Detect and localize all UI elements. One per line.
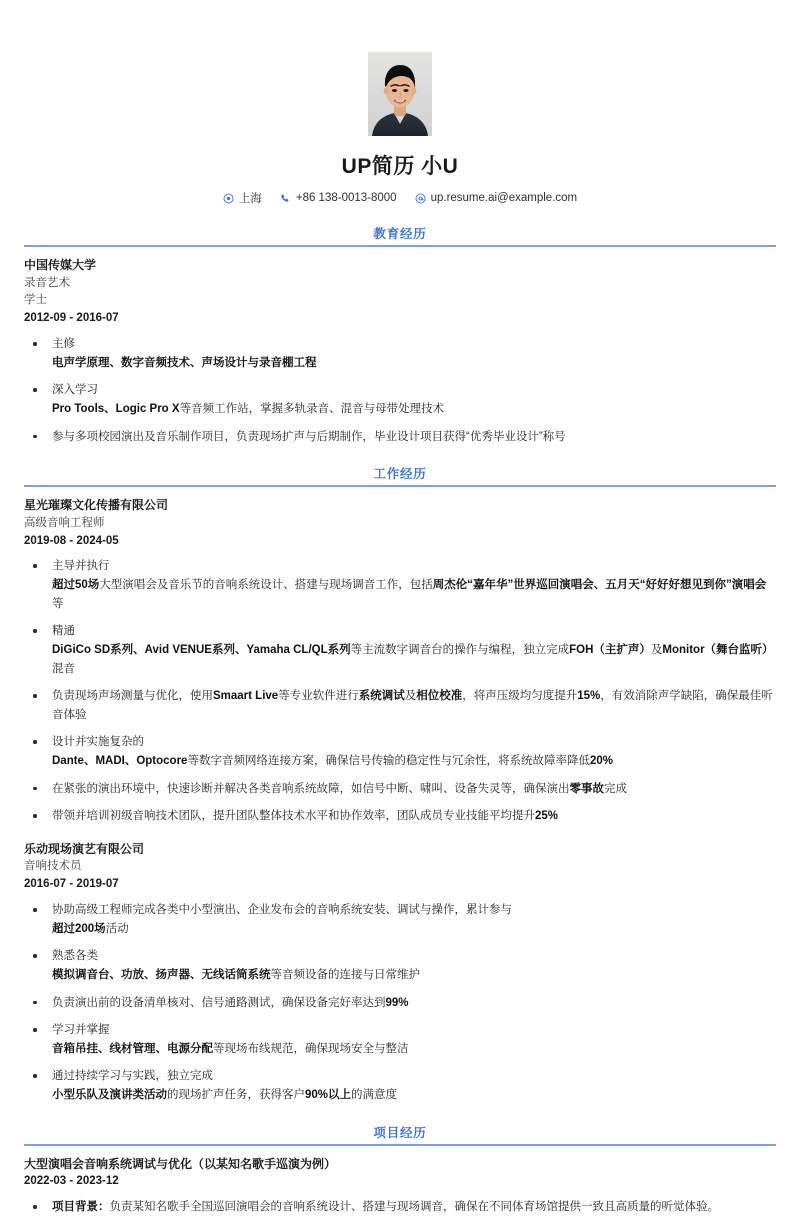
contact-phone-text: +86 138-0013-8000 [295, 192, 397, 204]
entry-organization: 乐动现场演艺有限公司 [24, 841, 145, 856]
bullet-list [24, 335, 776, 446]
section [24, 224, 776, 446]
section [24, 464, 776, 1105]
resume-header [24, 0, 776, 206]
entry-organization: 中国传媒大学 [24, 258, 97, 272]
contact-list [24, 190, 776, 206]
entry-role: 音响技术员 [24, 860, 82, 873]
location-pin-icon [223, 193, 234, 204]
bullet-item: 带领并培训初级音响技术团队，提升团队整体技术水平和协作效率，团队成员专业技能平均提升25% [24, 807, 776, 826]
bullet-item: 负责现场声场测量与优化，使用Smaart Live等专业软件进行系统调试及相位校准，将声压级均匀度提升15%，有效消除声学缺陷，确保最佳听音体验 [24, 687, 776, 724]
bullet-item: 参与多项校园演出及音乐制作项目，负责现场扩声与后期制作，毕业设计项目获得“优秀毕业设计”称号 [24, 428, 776, 447]
section [24, 1123, 776, 1217]
section-title: 教育经历 [373, 227, 427, 241]
resume-entry [24, 496, 776, 826]
entry-date-range: 2022-03 - 2023-12 [24, 1175, 119, 1188]
bullet-item: 在紧张的演出环境中，快速诊断并解决各类音响系统故障，如信号中断、啸叫、设备失灵等，确保演出零事故完成 [24, 780, 776, 799]
bullet-list [24, 1198, 776, 1217]
bullet-item: 设计并实施复杂的 Dante、MADI、Optocore等数字音频网络连接方案，确保信号传输的稳定性与冗余性，将系统故障率降低20% [24, 733, 776, 770]
entry-date-range: 2016-07 - 2019-07 [24, 878, 119, 891]
bullet-list [24, 901, 776, 1105]
contact-location-text: 上海 [238, 193, 262, 205]
bullet-item: 深入学习 Pro Tools、Logic Pro X等音频工作站，掌握多轨录音、混音与母带处理技术 [24, 381, 776, 418]
bullet-item: 项目背景：负责某知名歌手全国巡回演唱会的音响系统设计、搭建与现场调音，确保在不同体育场馆提供一致且高质量的听觉体验。 [24, 1198, 776, 1217]
contact-email [415, 192, 578, 204]
avatar [368, 52, 432, 136]
bullet-list [24, 557, 776, 826]
page-title: UP简历 小U [341, 155, 459, 178]
bullet-item: 通过持续学习与实践，独立完成 小型乐队及演讲类活动的现场扩声任务，获得客户90%以上的满意度 [24, 1067, 776, 1104]
bullet-item: 学习并掌握 音箱吊挂、线材管理、电源分配等现场布线规范，确保现场安全与整洁 [24, 1021, 776, 1058]
bullet-item: 主修 电声学原理、数字音频技术、声场设计与录音棚工程 [24, 335, 776, 372]
bullet-item: 协助高级工程师完成各类中小型演出、企业发布会的音响系统安装、调试与操作，累计参与 超过200场活动 [24, 901, 776, 938]
email-at-icon [415, 193, 426, 204]
phone-icon [280, 193, 291, 204]
section-divider [24, 485, 776, 487]
entry-role: 录音艺术 [24, 276, 70, 289]
bullet-item: 主导并执行 超过50场大型演唱会及音乐节的音响系统设计、搭建与现场调音工作，包括周杰伦“嘉年华”世界巡回演唱会、五月天“好好好想见到你”演唱会等 [24, 557, 776, 613]
entry-organization: 大型演唱会音响系统调试与优化（以某知名歌手巡演为例） [24, 1156, 337, 1171]
resume-entry [24, 1155, 776, 1217]
section-title: 项目经历 [373, 1125, 427, 1140]
bullet-item: 精通 DiGiCo SD系列、Avid VENUE系列、Yamaha CL/QL系列等主流数字调音台的操作与编程，独立完成FOH（主扩声）及Monitor（舞台监听）混音 [24, 622, 776, 678]
section-divider [24, 245, 776, 247]
contact-email-text: up.resume.ai@example.com [430, 192, 578, 204]
entry-degree: 学士 [24, 294, 47, 307]
resume-entry [24, 256, 776, 446]
contact-phone [280, 192, 397, 204]
portrait-photo [368, 52, 432, 136]
entry-organization: 星光璀璨文化传播有限公司 [24, 498, 169, 513]
entry-date-range: 2012-09 - 2016-07 [24, 312, 119, 325]
bullet-item: 熟悉各类 模拟调音台、功放、扬声器、无线话筒系统等音频设备的连接与日常维护 [24, 947, 776, 984]
entry-date-range: 2019-08 - 2024-05 [24, 534, 119, 547]
section-divider [24, 1144, 776, 1146]
resume-entry [24, 840, 776, 1105]
resume-sections [24, 224, 776, 1217]
contact-location [223, 190, 262, 206]
section-title: 工作经历 [373, 467, 427, 482]
bullet-item: 负责演出前的设备清单核对、信号通路测试，确保设备完好率达到99% [24, 994, 776, 1013]
entry-role: 高级音响工程师 [24, 516, 105, 529]
